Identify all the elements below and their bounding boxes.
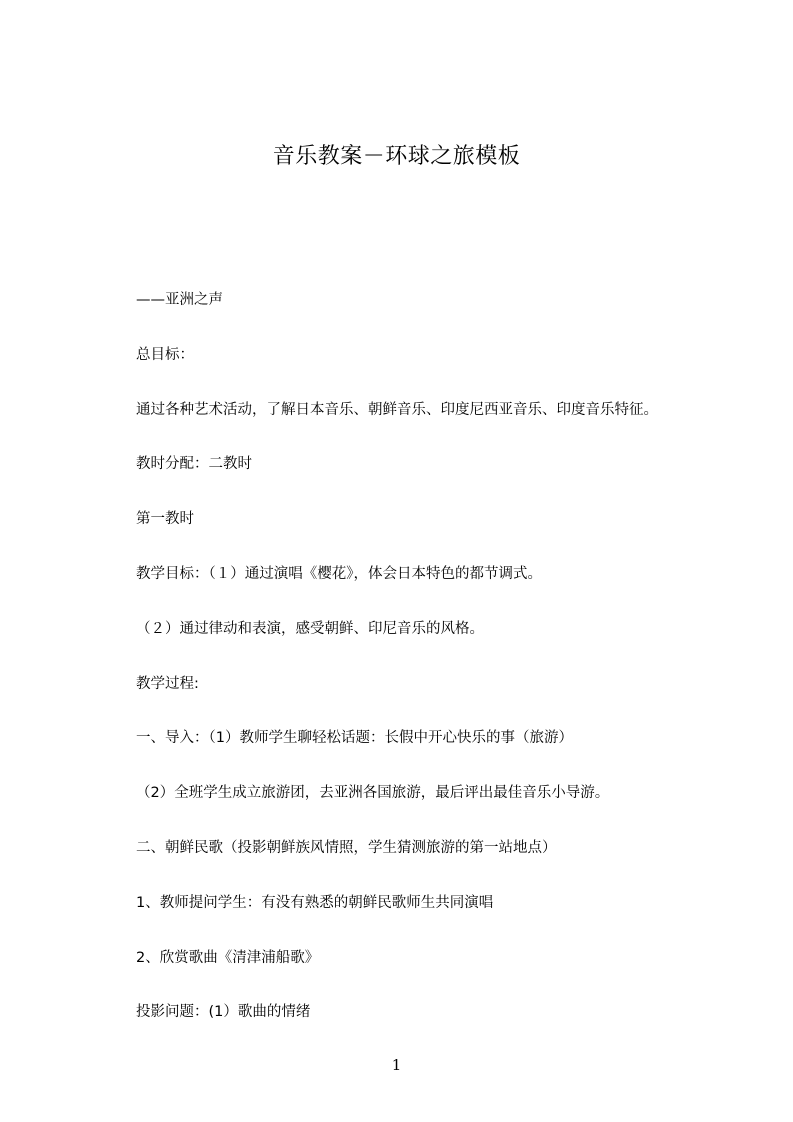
korean-step-2: 2、欣赏歌曲《清津浦船歌》 (136, 949, 320, 966)
teaching-goal-1: 教学目标：（１）通过演唱《樱花》，体会日本特色的都节调式。 (136, 565, 542, 582)
page-number: 1 (391, 1056, 402, 1074)
subtitle-line: ——亚洲之声 (136, 292, 223, 308)
projection-question: 投影问题：(1）歌曲的情绪 (136, 1004, 311, 1021)
teaching-process-heading: 教学过程: (136, 675, 199, 692)
section-intro: 一、导入：（1）教师学生聊轻松话题：长假中开心快乐的事（旅游） (136, 730, 573, 747)
section-intro-step-2: （2）全班学生成立旅游团，去亚洲各国旅游，最后评出最佳音乐小导游。 (136, 785, 610, 802)
korean-step-1: 1、教师提问学生：有没有熟悉的朝鲜民歌师生共同演唱 (136, 894, 494, 911)
overall-goal-heading: 总目标： (136, 346, 194, 363)
teaching-goal-2: （２）通过律动和表演，感受朝鲜、印尼音乐的风格。 (136, 620, 484, 637)
document-title: 音乐教案－环球之旅模板 (272, 144, 521, 169)
section-korean-folk: 二、朝鲜民歌（投影朝鲜族风情照，学生猜测旅游的第一站地点） (136, 839, 557, 856)
overall-goal-text: 通过各种艺术活动，了解日本音乐、朝鲜音乐、印度尼西亚音乐、印度音乐特征。 (136, 401, 658, 418)
first-lesson-heading: 第一教时 (136, 511, 194, 528)
lesson-allocation: 教时分配：二教时 (136, 456, 252, 473)
document-body (136, 290, 736, 1057)
